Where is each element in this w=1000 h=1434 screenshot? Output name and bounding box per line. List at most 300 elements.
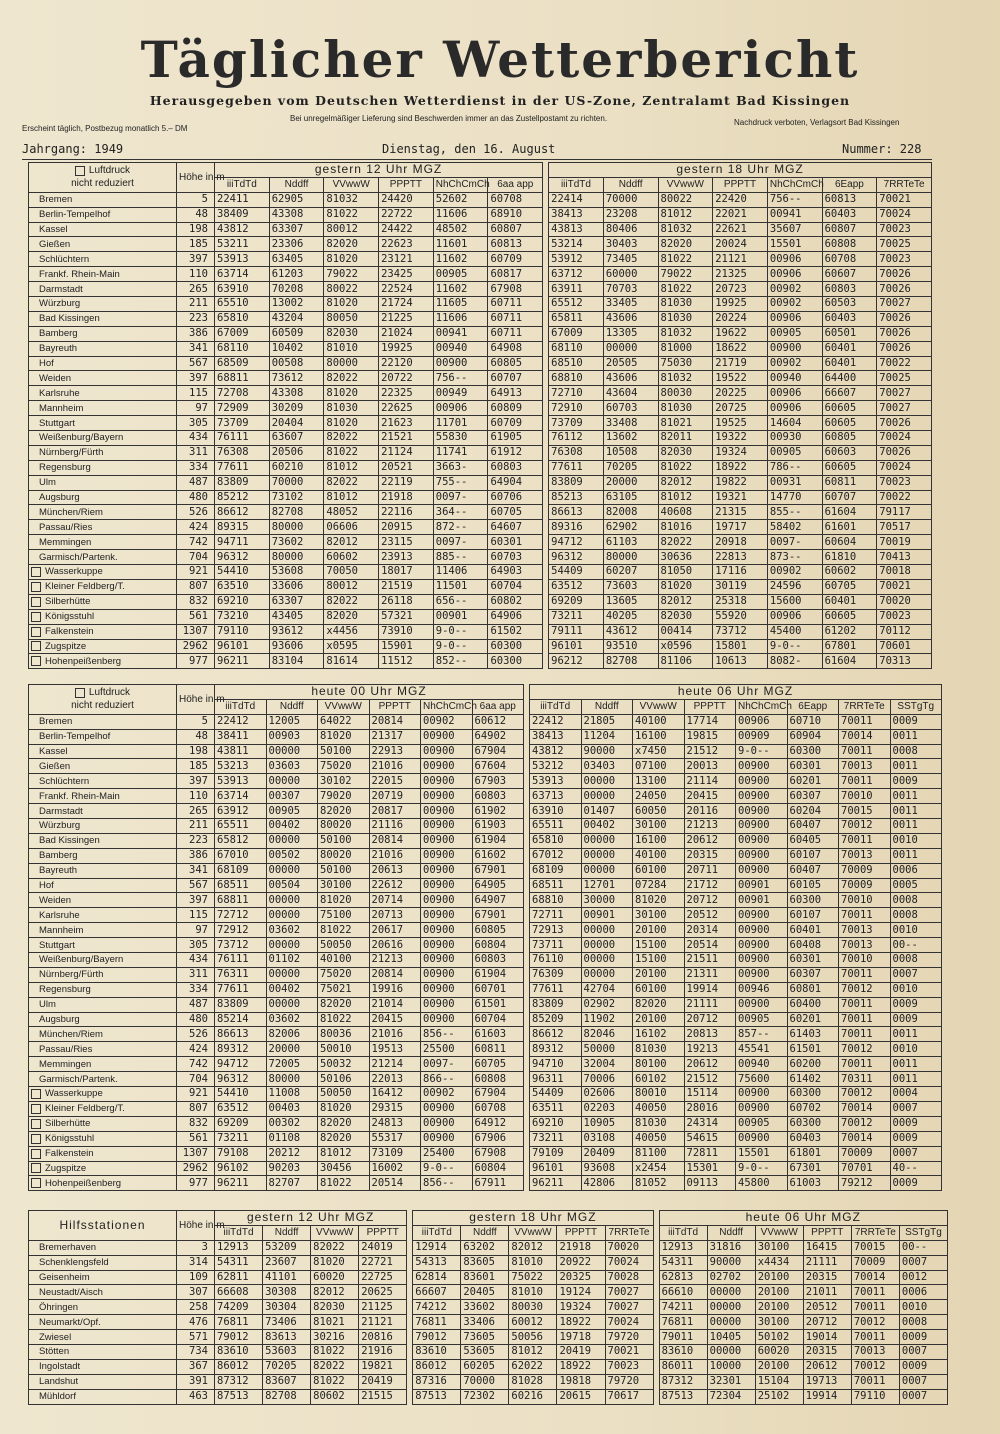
data-cell: 00900 bbox=[421, 878, 473, 893]
data-cell: 82046 bbox=[581, 1027, 633, 1042]
data-cell: 53212 bbox=[530, 759, 582, 774]
table-row bbox=[29, 714, 942, 729]
checkbox-icon bbox=[31, 641, 41, 651]
column-header: Nddff bbox=[263, 1225, 311, 1240]
data-cell: 19014 bbox=[803, 1330, 851, 1345]
data-cell: 61402 bbox=[787, 1072, 839, 1087]
data-cell: 0007 bbox=[899, 1255, 947, 1270]
column-header: PPPTT bbox=[684, 699, 736, 714]
table-row bbox=[29, 1101, 942, 1116]
data-cell: 60706 bbox=[488, 490, 543, 505]
data-cell: 94712 bbox=[215, 1057, 267, 1072]
data-cell: 0009 bbox=[899, 1330, 947, 1345]
data-cell: 03602 bbox=[266, 923, 318, 938]
masthead bbox=[0, 30, 1000, 108]
data-cell: 82012 bbox=[509, 1240, 557, 1255]
data-cell: 21121 bbox=[713, 252, 768, 267]
data-cell: 00900 bbox=[736, 1101, 788, 1116]
station-name bbox=[29, 431, 177, 446]
data-cell: 656-- bbox=[433, 594, 488, 609]
data-cell: 73603 bbox=[603, 579, 658, 594]
data-cell: 67801 bbox=[822, 639, 877, 654]
data-cell: 87513 bbox=[413, 1389, 461, 1404]
data-cell: 14604 bbox=[767, 416, 822, 431]
data-cell: 63307 bbox=[269, 594, 324, 609]
data-cell: 0008 bbox=[890, 953, 942, 968]
data-cell: 00900 bbox=[767, 341, 822, 356]
data-cell: 81022 bbox=[311, 1374, 359, 1389]
station-label: Bamberg bbox=[39, 850, 78, 862]
data-cell: 00900 bbox=[736, 938, 788, 953]
data-cell: 70027 bbox=[605, 1285, 653, 1300]
data-cell: 11501 bbox=[433, 579, 488, 594]
data-cell: 54313 bbox=[413, 1255, 461, 1270]
data-cell: 73210 bbox=[215, 609, 270, 624]
data-cell: 62022 bbox=[509, 1359, 557, 1374]
data-cell: 19717 bbox=[713, 520, 768, 535]
data-cell: 15901 bbox=[379, 639, 434, 654]
data-cell: 50100 bbox=[318, 744, 370, 759]
data-cell: 60605 bbox=[822, 460, 877, 475]
data-cell: 60711 bbox=[488, 297, 543, 312]
table-row bbox=[29, 237, 932, 252]
table-row bbox=[29, 967, 942, 982]
station-name bbox=[29, 1255, 177, 1270]
data-cell: 60701 bbox=[472, 982, 524, 997]
data-cell: 00900 bbox=[421, 923, 473, 938]
data-cell: 30100 bbox=[755, 1315, 803, 1330]
station-height: 334 bbox=[177, 982, 215, 997]
station-name bbox=[29, 1116, 177, 1131]
data-cell: 19322 bbox=[713, 431, 768, 446]
data-cell: 79022 bbox=[324, 267, 379, 282]
column-header: Nddff bbox=[266, 699, 318, 714]
data-cell: 885-- bbox=[433, 550, 488, 565]
data-cell: 21521 bbox=[379, 431, 434, 446]
table-row bbox=[29, 1285, 948, 1300]
data-cell: 60612 bbox=[472, 714, 524, 729]
station-name bbox=[29, 1042, 177, 1057]
data-cell: 60811 bbox=[822, 475, 877, 490]
table-row bbox=[29, 326, 932, 341]
data-cell: 756-- bbox=[767, 192, 822, 207]
data-cell: 60801 bbox=[787, 982, 839, 997]
data-cell: 66608 bbox=[215, 1285, 263, 1300]
data-cell: 21512 bbox=[684, 744, 736, 759]
checkbox-icon bbox=[31, 1134, 41, 1144]
table-row bbox=[29, 997, 942, 1012]
page-subtitle: Herausgegeben vom Deutschen Wetterdienst in der US-Zone, Zentralamt Bad Kissingen bbox=[149, 93, 851, 108]
data-cell: 72913 bbox=[530, 923, 582, 938]
data-cell: 16415 bbox=[803, 1240, 851, 1255]
data-cell: 70027 bbox=[605, 1300, 653, 1315]
data-cell: 81020 bbox=[633, 893, 685, 908]
station-name bbox=[29, 1315, 177, 1330]
column-header: 7RRTeTe bbox=[839, 699, 891, 714]
data-cell: 81032 bbox=[324, 192, 379, 207]
data-cell: 20315 bbox=[684, 848, 736, 863]
data-cell: 21325 bbox=[713, 267, 768, 282]
station-label: Wasserkuppe bbox=[45, 566, 103, 578]
data-cell: 21317 bbox=[369, 729, 421, 744]
data-cell: 70013 bbox=[839, 923, 891, 938]
data-cell: 0097- bbox=[433, 535, 488, 550]
data-cell: 72302 bbox=[461, 1389, 509, 1404]
data-cell: 60403 bbox=[787, 1131, 839, 1146]
data-cell: 70011 bbox=[839, 714, 891, 729]
data-cell: 79720 bbox=[605, 1374, 653, 1389]
station-label: Bad Kissingen bbox=[39, 313, 100, 325]
station-name bbox=[29, 1131, 177, 1146]
data-cell: 00900 bbox=[421, 759, 473, 774]
data-cell: 60205 bbox=[461, 1359, 509, 1374]
station-height: 305 bbox=[177, 416, 215, 431]
data-cell: 786-- bbox=[767, 460, 822, 475]
issue-date: Dienstag, den 16. August bbox=[382, 142, 556, 156]
table-today bbox=[28, 684, 942, 1191]
data-cell: 53912 bbox=[549, 252, 604, 267]
station-label: Nürnberg/Fürth bbox=[39, 447, 104, 459]
data-cell: 21623 bbox=[379, 416, 434, 431]
data-cell: 76112 bbox=[549, 431, 604, 446]
data-cell: 00000 bbox=[581, 953, 633, 968]
station-label: Hohenpeißenberg bbox=[45, 655, 122, 667]
column-header: PPPTT bbox=[359, 1225, 407, 1240]
station-name bbox=[29, 1374, 177, 1389]
data-cell: 20817 bbox=[369, 804, 421, 819]
delivery-note: Bei unregelmäßiger Lieferung sind Beschwerden immer an das Zustellpostamt zu richten. bbox=[290, 114, 608, 123]
data-cell: 63512 bbox=[549, 579, 604, 594]
station-name bbox=[29, 371, 177, 386]
data-cell: 72912 bbox=[215, 923, 267, 938]
data-cell: 64913 bbox=[488, 386, 543, 401]
data-cell: 00000 bbox=[581, 789, 633, 804]
data-cell: 00900 bbox=[421, 1131, 473, 1146]
data-cell: 50050 bbox=[318, 1087, 370, 1102]
station-name bbox=[29, 297, 177, 312]
station-name bbox=[29, 1345, 177, 1360]
table-row bbox=[29, 1389, 948, 1404]
data-cell: 85212 bbox=[215, 490, 270, 505]
data-cell: 61003 bbox=[787, 1176, 839, 1191]
data-cell: 69209 bbox=[215, 1116, 267, 1131]
data-cell: 10613 bbox=[713, 654, 768, 669]
data-cell: 82708 bbox=[269, 505, 324, 520]
data-cell: 82022 bbox=[324, 594, 379, 609]
data-cell: 70013 bbox=[839, 759, 891, 774]
station-height: 463 bbox=[177, 1389, 215, 1404]
data-cell: 00900 bbox=[421, 893, 473, 908]
data-cell: 22625 bbox=[379, 401, 434, 416]
data-cell: 0007 bbox=[899, 1389, 947, 1404]
data-cell: 81022 bbox=[658, 252, 713, 267]
data-cell: 60107 bbox=[787, 908, 839, 923]
station-label: Gießen bbox=[39, 760, 71, 772]
data-cell: 60301 bbox=[488, 535, 543, 550]
column-header: Nddff bbox=[603, 177, 658, 192]
data-cell: 70023 bbox=[877, 609, 932, 624]
column-header: NhChCmCh bbox=[433, 177, 488, 192]
data-cell: 70011 bbox=[851, 1285, 899, 1300]
data-cell: 20506 bbox=[269, 445, 324, 460]
data-cell: 38413 bbox=[530, 729, 582, 744]
data-cell: 19916 bbox=[369, 982, 421, 997]
station-name bbox=[29, 1057, 177, 1072]
data-cell: 60000 bbox=[603, 267, 658, 282]
station-height: 48 bbox=[177, 207, 215, 222]
data-cell: 24050 bbox=[633, 789, 685, 804]
station-label: Zwiesel bbox=[39, 1331, 72, 1343]
data-cell: 48052 bbox=[324, 505, 379, 520]
data-cell: 79108 bbox=[215, 1146, 267, 1161]
column-header: PPPTT bbox=[557, 1225, 605, 1240]
data-cell: 73211 bbox=[530, 1131, 582, 1146]
data-cell: 87316 bbox=[413, 1374, 461, 1389]
data-cell: 40608 bbox=[658, 505, 713, 520]
data-cell: 11741 bbox=[433, 445, 488, 460]
data-cell: 60803 bbox=[472, 789, 524, 804]
data-cell: 0008 bbox=[899, 1315, 947, 1330]
station-label: Hohenpeißenberg bbox=[45, 1177, 122, 1189]
page-title: Täglicher Wetterbericht bbox=[140, 30, 860, 89]
data-cell: 19815 bbox=[684, 729, 736, 744]
table-row bbox=[29, 908, 942, 923]
data-cell: 80022 bbox=[658, 192, 713, 207]
data-cell: 00940 bbox=[736, 1057, 788, 1072]
data-cell: 65511 bbox=[215, 819, 267, 834]
data-cell: 63714 bbox=[215, 267, 270, 282]
data-cell: 70024 bbox=[877, 207, 932, 222]
station-name bbox=[29, 923, 177, 938]
data-cell: 55920 bbox=[713, 609, 768, 624]
data-cell: 70009 bbox=[839, 1146, 891, 1161]
data-cell: 22013 bbox=[369, 1072, 421, 1087]
data-cell: 00949 bbox=[433, 386, 488, 401]
data-cell: 60807 bbox=[822, 222, 877, 237]
data-cell: 00900 bbox=[421, 744, 473, 759]
data-cell: 62902 bbox=[603, 520, 658, 535]
station-label: Stuttgart bbox=[39, 939, 75, 951]
data-cell: 00000 bbox=[581, 967, 633, 982]
data-cell: 70050 bbox=[324, 565, 379, 580]
data-cell: 70012 bbox=[851, 1315, 899, 1330]
station-name bbox=[29, 1270, 177, 1285]
data-cell: 0008 bbox=[890, 744, 942, 759]
data-cell: 81614 bbox=[324, 654, 379, 669]
data-cell: 96312 bbox=[215, 550, 270, 565]
data-cell: 0004 bbox=[890, 1087, 942, 1102]
data-cell: 00941 bbox=[433, 326, 488, 341]
data-cell: 61602 bbox=[472, 848, 524, 863]
data-cell: 60707 bbox=[488, 371, 543, 386]
table-row bbox=[29, 878, 942, 893]
column-header: VVwwW bbox=[658, 177, 713, 192]
data-cell: 81030 bbox=[658, 401, 713, 416]
data-cell: 82022 bbox=[324, 431, 379, 446]
data-cell: 61103 bbox=[603, 535, 658, 550]
data-cell: 76111 bbox=[215, 431, 270, 446]
data-cell: 00502 bbox=[266, 848, 318, 863]
column-header: 7RRTeTe bbox=[605, 1225, 653, 1240]
data-cell: 70205 bbox=[263, 1359, 311, 1374]
data-cell: 38413 bbox=[549, 207, 604, 222]
station-name bbox=[29, 997, 177, 1012]
station-name bbox=[29, 759, 177, 774]
data-cell: 83613 bbox=[263, 1330, 311, 1345]
data-cell: 02606 bbox=[581, 1087, 633, 1102]
data-cell: 0008 bbox=[890, 908, 942, 923]
data-cell: 00900 bbox=[421, 833, 473, 848]
data-cell: 79110 bbox=[215, 624, 270, 639]
data-cell: 21515 bbox=[359, 1389, 407, 1404]
data-cell: 60407 bbox=[787, 863, 839, 878]
data-cell: 18017 bbox=[379, 565, 434, 580]
data-cell: 81022 bbox=[658, 282, 713, 297]
data-cell: 60708 bbox=[488, 192, 543, 207]
data-cell: 60403 bbox=[822, 207, 877, 222]
data-cell: 81021 bbox=[311, 1315, 359, 1330]
data-cell: 65810 bbox=[530, 833, 582, 848]
data-cell: 9-0-- bbox=[736, 1161, 788, 1176]
station-name bbox=[29, 1027, 177, 1042]
station-label: Falkenstein bbox=[45, 626, 94, 638]
table-row bbox=[29, 475, 932, 490]
data-cell: 40205 bbox=[603, 609, 658, 624]
data-cell: 00900 bbox=[736, 804, 788, 819]
station-height: 487 bbox=[177, 475, 215, 490]
station-name bbox=[29, 207, 177, 222]
data-cell: 11701 bbox=[433, 416, 488, 431]
data-cell: 76811 bbox=[413, 1315, 461, 1330]
data-cell: 60710 bbox=[787, 714, 839, 729]
data-cell: 79117 bbox=[877, 505, 932, 520]
station-name bbox=[29, 729, 177, 744]
table-row bbox=[29, 639, 932, 654]
station-height: 185 bbox=[177, 759, 215, 774]
column-header: NhChCmCh bbox=[736, 699, 788, 714]
data-cell: 81012 bbox=[324, 460, 379, 475]
data-cell: 70027 bbox=[877, 386, 932, 401]
data-cell: 40100 bbox=[633, 848, 685, 863]
data-cell: 0097- bbox=[767, 535, 822, 550]
data-cell: 63511 bbox=[530, 1101, 582, 1116]
data-cell: 11605 bbox=[433, 297, 488, 312]
data-cell: 82708 bbox=[603, 654, 658, 669]
data-cell: 63512 bbox=[215, 1101, 267, 1116]
station-height: 211 bbox=[177, 297, 215, 312]
data-cell: 81020 bbox=[658, 579, 713, 594]
data-cell: 70012 bbox=[839, 982, 891, 997]
data-cell: 20712 bbox=[684, 1012, 736, 1027]
data-cell: 94711 bbox=[215, 535, 270, 550]
data-cell: 82020 bbox=[318, 1131, 370, 1146]
data-cell: 20918 bbox=[713, 535, 768, 550]
data-cell: 0011 bbox=[890, 1027, 942, 1042]
data-cell: 11606 bbox=[433, 207, 488, 222]
data-cell: 70011 bbox=[839, 908, 891, 923]
group-header-b: heute 06 Uhr MGZ bbox=[530, 685, 942, 700]
data-cell: 60602 bbox=[324, 550, 379, 565]
station-label: Kassel bbox=[39, 746, 68, 757]
data-cell: 57321 bbox=[379, 609, 434, 624]
table-row bbox=[29, 1240, 948, 1255]
data-cell: 60805 bbox=[472, 923, 524, 938]
data-cell: 70023 bbox=[877, 252, 932, 267]
data-cell: 70028 bbox=[605, 1270, 653, 1285]
station-height: 704 bbox=[177, 1072, 215, 1087]
data-cell: 25318 bbox=[713, 594, 768, 609]
data-cell: 79020 bbox=[318, 789, 370, 804]
data-cell: 89312 bbox=[215, 1042, 267, 1057]
data-cell: 81020 bbox=[311, 1255, 359, 1270]
data-cell: 00900 bbox=[421, 1116, 473, 1131]
column-header: iiiTdTd bbox=[215, 1225, 263, 1240]
data-cell: 00900 bbox=[421, 1101, 473, 1116]
data-cell: 75030 bbox=[658, 356, 713, 371]
station-name bbox=[29, 1300, 177, 1315]
table-row bbox=[29, 654, 932, 669]
station-label: Augsburg bbox=[39, 1014, 80, 1026]
data-cell: 70000 bbox=[269, 475, 324, 490]
data-cell: 70026 bbox=[877, 267, 932, 282]
data-cell: 70014 bbox=[839, 1131, 891, 1146]
station-label: Stötten bbox=[39, 1346, 70, 1358]
data-cell: 94710 bbox=[530, 1057, 582, 1072]
data-cell: 81020 bbox=[318, 729, 370, 744]
station-name bbox=[29, 893, 177, 908]
station-height: 334 bbox=[177, 460, 215, 475]
data-cell: 20514 bbox=[684, 938, 736, 953]
station-label: Landshut bbox=[39, 1376, 79, 1388]
data-cell: 70012 bbox=[839, 819, 891, 834]
station-label: Königsstuhl bbox=[45, 1133, 95, 1145]
station-label: Mannheim bbox=[39, 924, 84, 936]
data-cell: 73602 bbox=[269, 535, 324, 550]
table-row bbox=[29, 1087, 942, 1102]
station-name bbox=[29, 624, 177, 639]
data-cell: 81106 bbox=[658, 654, 713, 669]
data-cell: 60702 bbox=[787, 1101, 839, 1116]
data-cell: 9-0-- bbox=[421, 1161, 473, 1176]
station-height: 5 bbox=[177, 192, 215, 207]
data-cell: 02702 bbox=[707, 1270, 755, 1285]
data-cell: 50106 bbox=[318, 1072, 370, 1087]
data-cell: 81030 bbox=[658, 311, 713, 326]
data-cell: 80000 bbox=[324, 356, 379, 371]
data-cell: 20725 bbox=[713, 401, 768, 416]
station-height: 561 bbox=[177, 1131, 215, 1146]
table-row bbox=[29, 356, 932, 371]
data-cell: 60503 bbox=[822, 297, 877, 312]
station-height: 223 bbox=[177, 833, 215, 848]
data-cell: 11601 bbox=[433, 237, 488, 252]
station-label: Weiden bbox=[39, 372, 72, 384]
data-cell: 00906 bbox=[433, 401, 488, 416]
station-name bbox=[29, 267, 177, 282]
data-cell: 20723 bbox=[713, 282, 768, 297]
data-cell: 86612 bbox=[530, 1027, 582, 1042]
table-row bbox=[29, 1255, 948, 1270]
data-cell: 0009 bbox=[890, 1176, 942, 1191]
data-cell: 43612 bbox=[603, 624, 658, 639]
data-cell: 60705 bbox=[822, 579, 877, 594]
data-cell: 68110 bbox=[215, 341, 270, 356]
data-cell: 76111 bbox=[215, 953, 267, 968]
data-cell: 81032 bbox=[658, 326, 713, 341]
data-cell: 55317 bbox=[369, 1131, 421, 1146]
data-cell: 70014 bbox=[851, 1270, 899, 1285]
data-cell: 40050 bbox=[633, 1101, 685, 1116]
